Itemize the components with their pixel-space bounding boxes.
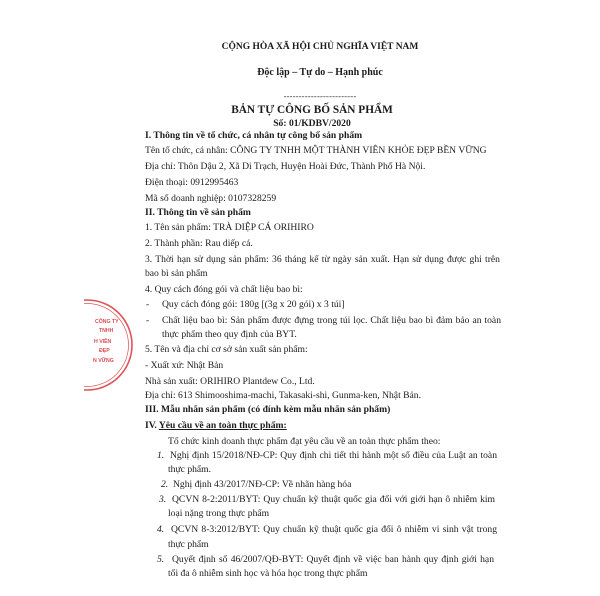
manufacturer-name: Nhà sản xuất: ORIHIRO Plantdew Co., Ltd.: [145, 376, 315, 387]
organization-address-label: Địa chỉ:: [145, 161, 176, 172]
seal-text-line: H VIÊN: [94, 339, 112, 345]
seal-outer-ring: [84, 300, 132, 390]
regulation-text: Quyết định số 46/2007/QĐ-BYT: Quyết định về việc ban hành quy định giới hạn: [172, 554, 494, 565]
shelf-life-text: 36 tháng kể từ ngày sản xuất. Hạn sử dụng được ghi trên: [272, 254, 500, 265]
regulation-text: Nghị định 43/2017/NĐ-CP: Về nhãn hàng hóa: [173, 479, 352, 490]
section-1-heading: I. Thông tin về tổ chức, cá nhân tự công bố sản phẩm: [145, 130, 363, 141]
nation-title: CỘNG HÒA XÃ HỘI CHỦ NGHĨA VIỆT NAM: [221, 42, 419, 52]
seal-text-line: TNHH: [99, 328, 114, 334]
ingredients-line: [145, 238, 253, 250]
product-name-line: [145, 222, 314, 234]
header-divider: ------------------------: [283, 91, 357, 101]
phone-number: 0912995463: [190, 177, 239, 188]
regulation-text: QCVN 8-3:2012/BYT: Quy chuẩn kỹ thuật quốc gia đối ô nhiễm vi sinh vật trong: [171, 524, 497, 535]
company-seal: [84, 298, 140, 392]
packaging-label: 4. Quy cách đóng gói và chất liệu bao bì:: [145, 284, 303, 295]
seal-text-line: N VỮNG: [93, 358, 114, 364]
regulation-text-cont: thực phẩm: [168, 539, 209, 550]
section-4-number: IV.: [145, 420, 157, 431]
regulation-number: 2.: [161, 479, 169, 490]
ingredients-label: 2. Thành phần:: [145, 238, 203, 249]
phone-label: Điện thoại:: [145, 177, 188, 188]
manufacturer-label: 5. Tên và địa chỉ cơ sở sản xuất sản phẩm:: [145, 344, 308, 355]
regulation-number: 5.: [157, 554, 165, 565]
organization-address: Thôn Dậu 2, Xã Di Trạch, Huyện Hoài Đức, Thành Phố Hà Nội.: [177, 161, 426, 172]
section-3-heading: III. Mẫu nhãn sản phẩm: [145, 404, 246, 415]
section-4-intro: Tổ chức kinh doanh thực phẩm đạt yêu cầu về an toàn thực phẩm theo:: [168, 436, 441, 447]
packaging-spec: Quy cách đóng gói: 180g [(3g x 20 gói) x 3 túi]: [162, 299, 345, 310]
section-3: [145, 404, 390, 416]
organization-address-line: [145, 161, 425, 173]
regulation-text: Nghị định 15/2018/NĐ-CP: Quy định chi tiết thi hành một số điều của Luật an toàn: [170, 450, 497, 461]
organization-label: Tên tổ chức, cá nhân:: [145, 145, 228, 156]
regulation-number: 1.: [157, 450, 165, 461]
shelf-life-line: [145, 254, 500, 266]
product-name: TRÀ DIỆP CÁ ORIHIRO: [213, 222, 314, 233]
seal-text-line: ĐẸP: [99, 348, 110, 354]
phone-line: [145, 177, 238, 189]
document-number: Số: 01/KDBV/2020: [273, 118, 351, 129]
business-code-label: Mã số doanh nghiệp:: [145, 193, 226, 204]
ingredients: Rau diếp cá.: [205, 238, 253, 249]
packaging-item-marker: -: [146, 299, 150, 310]
section-2-heading: II. Thông tin về sản phẩm: [145, 207, 251, 218]
shelf-life-label: 3. Thời hạn sử dụng sản phẩm:: [145, 254, 269, 265]
organization-line: [145, 145, 487, 157]
business-code-line: [145, 193, 276, 205]
packaging-material-cont: thực phẩm theo quy định của BYT.: [162, 329, 297, 340]
organization-name: CÔNG TY TNHH MỘT THÀNH VIÊN KHỎE ĐẸP BỀN VỮNG: [230, 145, 487, 156]
origin: - Xuất xứ: Nhật Bản: [145, 360, 224, 371]
section-4-heading: Yêu cầu về an toàn thực phẩm:: [158, 420, 287, 431]
seal-text-line: CÔNG TY: [95, 319, 119, 325]
business-code: 0107328259: [228, 193, 277, 204]
product-name-label: 1. Tên sản phẩm:: [145, 222, 211, 233]
manufacturer-address: Địa chỉ: 613 Shimooshima-machi, Takasaki-shi, Gunma-ken, Nhật Bản.: [145, 390, 421, 401]
packaging-material: Chất liệu bao bì: Sản phẩm được đựng trong túi lọc. Chất liệu bao bì đảm bảo an toàn: [162, 315, 501, 326]
national-motto: Độc lập – Tự do – Hạnh phúc: [257, 67, 383, 78]
regulation-text-cont: loại nặng trong thực phẩm: [168, 508, 270, 519]
section-3-note: (có đính kèm mẫu nhãn sản phẩm): [247, 404, 391, 415]
regulation-text-cont: tối đa ô nhiễm sinh học và hóa học trong thực phẩm: [168, 568, 368, 579]
regulation-text: QCVN 8-2:2011/BYT: Quy chuẩn kỹ thuật quốc gia đối với giới hạn ô nhiễm kim: [172, 494, 495, 505]
document-title: BẢN TỰ CÔNG BỐ SẢN PHẨM: [231, 104, 393, 116]
shelf-life-line-cont: bao bì sản phẩm: [145, 268, 208, 279]
packaging-item-marker: -: [146, 315, 150, 326]
section-4-heading-line: [145, 420, 287, 432]
regulation-number: 4.: [157, 524, 165, 535]
regulation-number: 3.: [159, 494, 167, 505]
regulation-text-cont: thực phẩm.: [168, 464, 212, 475]
